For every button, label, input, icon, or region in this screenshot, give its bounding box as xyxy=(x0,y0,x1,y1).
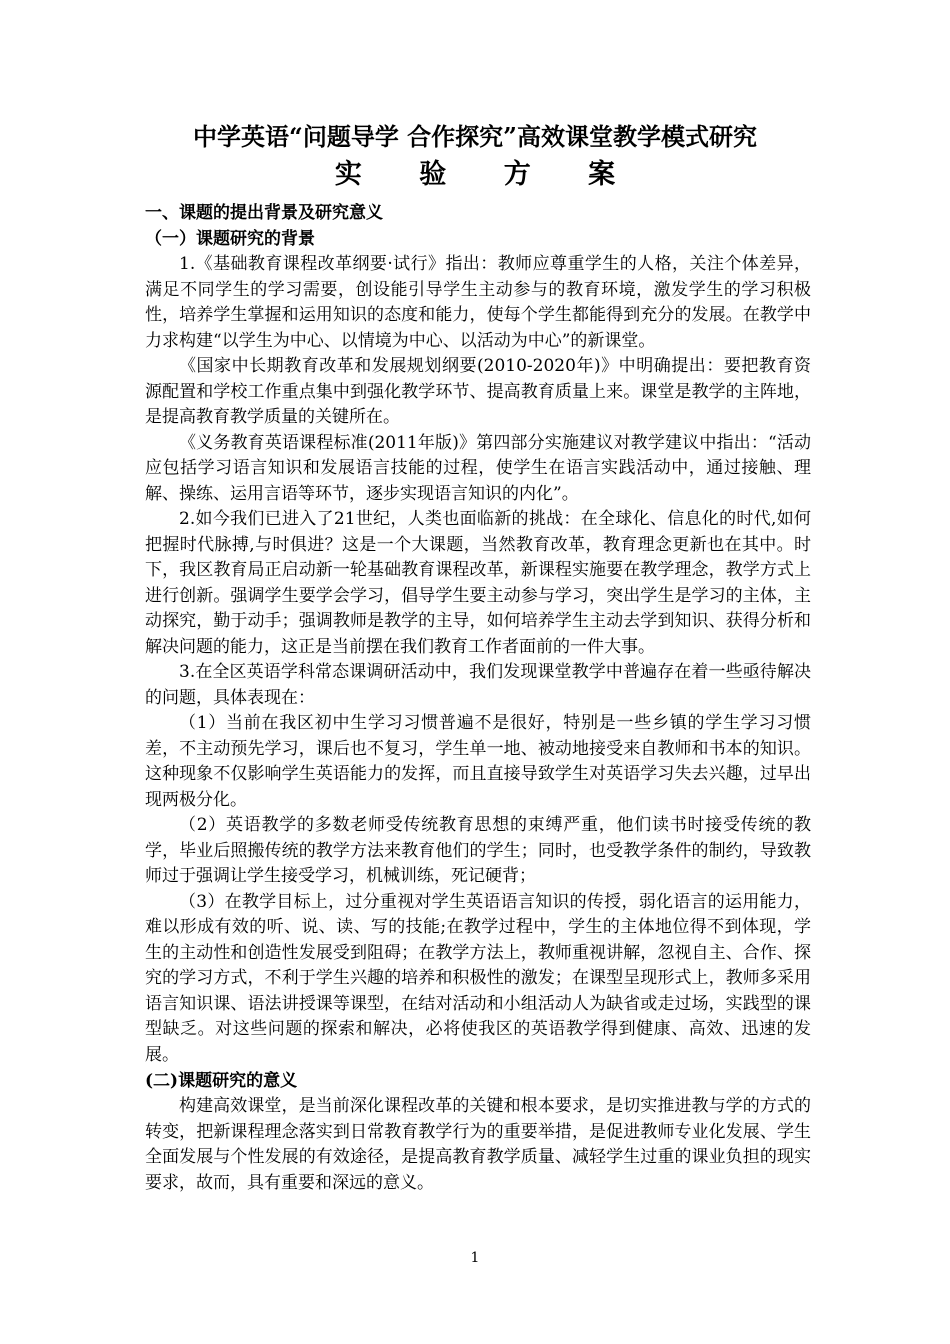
document-subtitle: 实 验 方 案 xyxy=(334,159,640,190)
paragraph: 《义务教育英语课程标准(2011年版)》第四部分实施建议对教学建议中指出：“活动应包括学习语言知识和发展语言技能的过程，使学生在语言实践活动中，通过接触、理解、操练、运用言语等环节，逐步实现语言知识的内化”。 xyxy=(145,432,811,504)
paragraph: 构建高效课堂，是当前深化课程改革的关键和根本要求，是切实推进教与学的方式的转变，把新课程理念落实到日常教育教学行为的重要举措，是促进教师专业化发展、学生全面发展与个性发展的有效途径，是提高教育教学质量、减轻学生过重的课业负担的现实要求，故而，具有重要和深远的意义。 xyxy=(145,1096,811,1193)
paragraph: 1.《基础教育课程改革纲要·试行》指出：教师应尊重学生的人格，关注个体差异，满足不同学生的学习需要，创设能引导学生主动参与的教育环境，激发学生的学习积极性，培养学生掌握和运用知识的态度和能力，使每个学生都能得到充分的发展。在教学中力求构建“以学生为中心、以情境为中心、以活动为中心”的新课堂。 xyxy=(145,254,811,351)
document-body xyxy=(145,200,811,1196)
paragraph: 3.在全区英语学科常态课调研活动中，我们发现课堂教学中普遍存在着一些亟待解决的问题，具体表现在： xyxy=(145,662,811,708)
paragraph: 2.如今我们已进入了21世纪，人类也面临新的挑战：在全球化、信息化的时代,如何把握时代脉搏,与时俱进？这是一个大课题，当然教育改革，教育理念更新也在其中。时下，我区教育局正启动新一轮基础教育课程改革，新课程实施要在教学理念，教学方式上进行创新。强调学生要学会学习，倡导学生要主动参与学习，突出学生是学习的主体，主动探究，勤于动手；强调教师是教学的主导，如何培养学生主动去学到知识、获得分析和解决问题的能力，这正是当前摆在我们教育工作者面前的一件大事。 xyxy=(145,509,811,657)
paragraph: （1）当前在我区初中生学习习惯普遍不是很好，特别是一些乡镇的学生学习习惯差，不主动预先学习，课后也不复习，学生单一地、被动地接受来自教师和书本的知识。这种现象不仅影响学生英语能力的发挥，而且直接导致学生对英语学习失去兴趣，过早出现两极分化。 xyxy=(145,713,811,810)
paragraph: （2）英语教学的多数老师受传统教育思想的束缚严重，他们读书时接受传统的教学，毕业后照搬传统的教学方法来教育他们的学生；同时，也受教学条件的制约，导致教师过于强调让学生接受学习，机械训练，死记硬背； xyxy=(145,815,811,886)
subsection-heading-background: （一）课题研究的背景 xyxy=(145,229,315,249)
page-number: 1 xyxy=(470,1250,480,1266)
document-title: 中学英语“问题导学 合作探究”高效课堂教学模式研究 xyxy=(193,122,757,151)
subsection-heading-significance: (二)课题研究的意义 xyxy=(145,1071,298,1091)
section-heading: 一、课题的提出背景及研究意义 xyxy=(145,203,383,223)
paragraph: （3）在教学目标上，过分重视对学生英语语言知识的传授，弱化语言的运用能力，难以形成有效的听、说、读、写的技能;在教学过程中，学生的主体地位得不到体现，学生的主动性和创造性发展受到阻碍；在教学方法上，教师重视讲解，忽视自主、合作、探究的学习方式，不利于学生兴趣的培养和积极性的激发；在课型呈现形式上，教师多采用语言知识课、语法讲授课等课型，在结对活动和小组活动人为缺省或走过场，实践型的课型缺乏。对这些问题的探索和解决，必将使我区的英语教学得到健康、高效、迅速的发展。 xyxy=(145,891,811,1065)
paragraph: 《国家中长期教育改革和发展规划纲要(2010-2020年)》中明确提出：要把教育资源配置和学校工作重点集中到强化教学环节、提高教育质量上来。课堂是教学的主阵地，是提高教育教学质量的关键所在。 xyxy=(145,356,811,427)
